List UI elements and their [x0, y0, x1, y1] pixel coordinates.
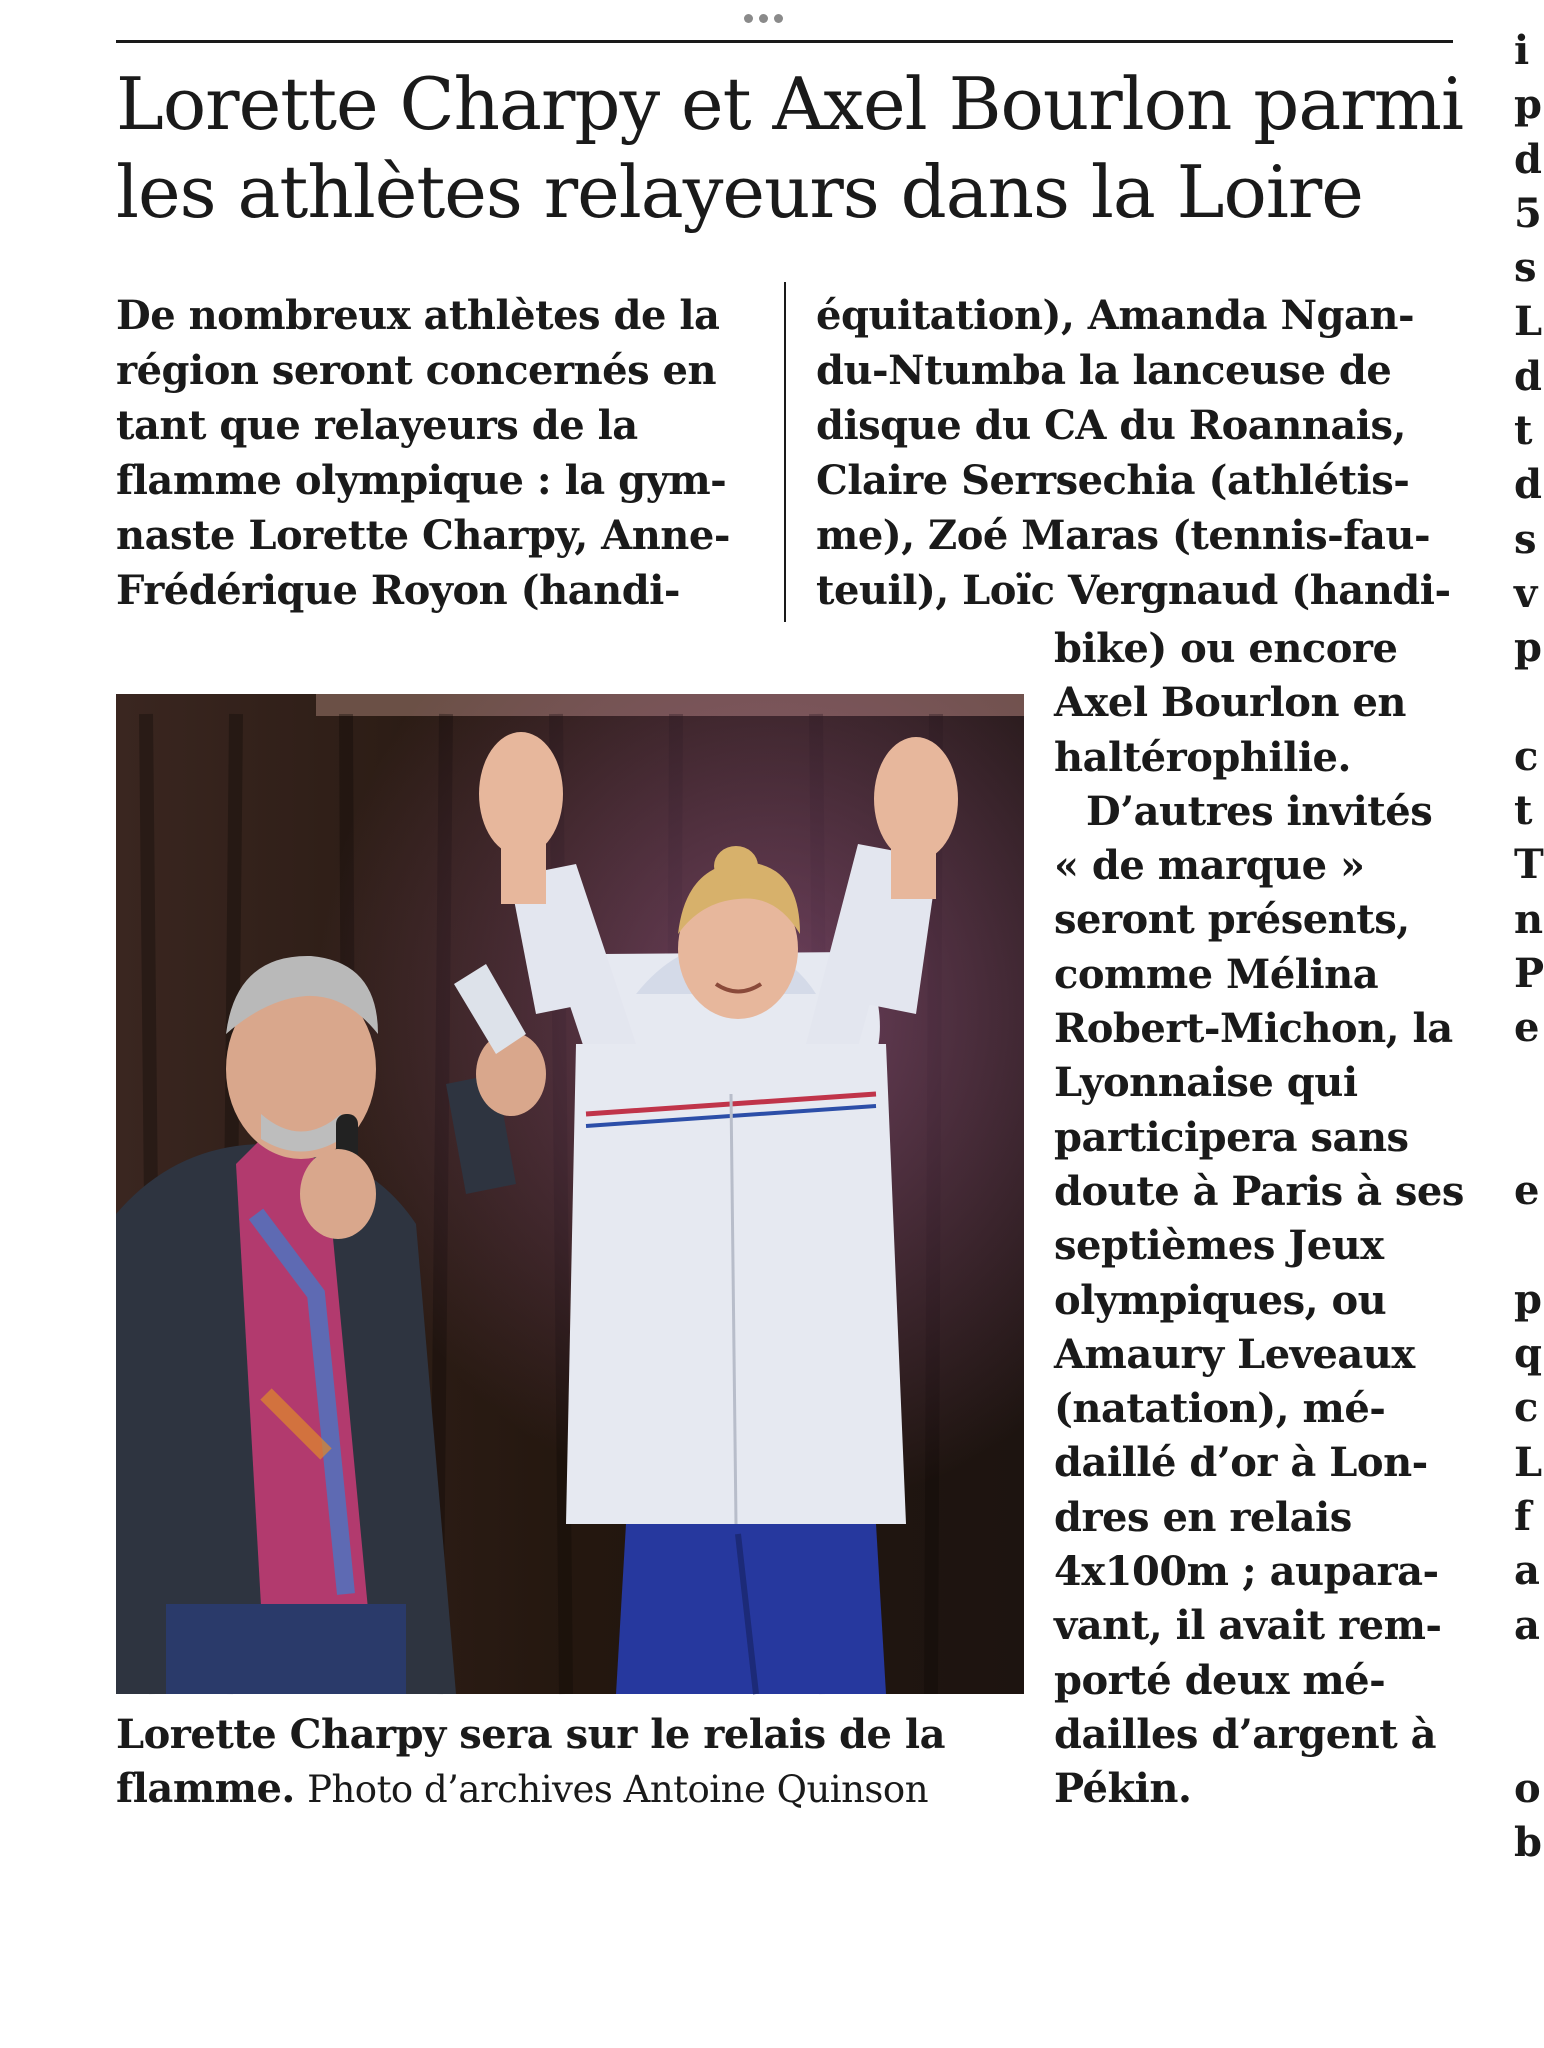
text-line: (natation), mé-	[1054, 1385, 1386, 1433]
text-line: seront présents,	[1054, 896, 1410, 944]
text-line: me), Zoé Maras (tennis-fau-	[816, 512, 1431, 559]
fragment-line: p	[1514, 1275, 1542, 1323]
text-line: région seront concernés en	[116, 347, 717, 394]
article-body-column	[1054, 622, 1464, 1817]
fragment-line: b	[1514, 1818, 1542, 1866]
text-line: 4x100m ; aupara-	[1054, 1548, 1439, 1596]
fragment-line: n	[1514, 895, 1544, 943]
fragment-line: t	[1514, 407, 1533, 455]
text-line: olympiques, ou	[1054, 1276, 1387, 1324]
text-line: disque du CA du Roannais,	[816, 402, 1406, 449]
caption-line	[116, 1708, 1036, 1762]
fragment-line: t	[1514, 787, 1533, 835]
fragment-line: c	[1514, 732, 1539, 780]
headline-line: Lorette Charpy et Axel Bourlon parmi	[116, 62, 1463, 146]
text-line: Lyonnaise qui	[1054, 1059, 1358, 1107]
fragment-line	[1514, 1653, 1536, 1707]
fragment-line	[1514, 676, 1536, 730]
text-line: flamme olympique : la gym-	[116, 457, 727, 504]
caption-line	[116, 1762, 1036, 1817]
text-line: dailles d’argent à	[1054, 1710, 1437, 1758]
fragment-line: L	[1514, 1438, 1543, 1486]
text-line: septièmes Jeux	[1054, 1222, 1384, 1270]
text-line: porté deux mé-	[1054, 1656, 1386, 1704]
fragment-line: a	[1514, 1601, 1540, 1649]
caption-bold: flamme.	[116, 1765, 295, 1812]
top-rule	[116, 40, 1453, 43]
fragment-line: P	[1514, 950, 1544, 998]
fragment-line: d	[1514, 135, 1542, 183]
text-line: Axel Bourlon en	[1054, 679, 1407, 727]
text-line: dres en relais	[1054, 1493, 1352, 1541]
fragment-line: o	[1514, 1764, 1541, 1812]
headline-line: les athlètes relayeurs dans la Loire	[116, 150, 1363, 234]
text-line: D’autres invités	[1086, 787, 1433, 835]
article-headline	[116, 60, 1463, 236]
text-line: équitation), Amanda Ngan-	[816, 292, 1415, 339]
text-line: naste Lorette Charpy, Anne-	[116, 512, 730, 559]
text-line: Amaury Leveaux	[1054, 1330, 1415, 1378]
photo-credit: Photo d’archives Antoine Quinson	[307, 1768, 929, 1811]
text-line: daillé d’or à Lon-	[1054, 1439, 1428, 1487]
fragment-line: e	[1514, 1167, 1540, 1215]
fragment-line: a	[1514, 1547, 1540, 1595]
text-line: Claire Serrsechia (athlétis-	[816, 457, 1410, 504]
fragment-line	[1514, 1056, 1536, 1110]
text-line: De nombreux athlètes de la	[116, 292, 720, 339]
fragment-line: i	[1514, 27, 1530, 74]
text-line: Pékin.	[1054, 1765, 1192, 1813]
dot	[774, 14, 783, 23]
caption-bold: Lorette Charpy sera sur le relais de la	[116, 1711, 945, 1758]
article-photo[interactable]	[116, 694, 1024, 1694]
text-line: bike) ou encore	[1054, 625, 1398, 672]
text-line: tant que relayeurs de la	[116, 402, 638, 449]
fragment-line: p	[1514, 624, 1542, 672]
text-line: Robert-Michon, la	[1054, 1005, 1453, 1053]
fragment-line: T	[1514, 841, 1544, 889]
text-line: vant, il avait rem-	[1054, 1602, 1442, 1650]
photo-illustration	[116, 694, 1024, 1694]
fragment-line: 5	[1514, 189, 1542, 237]
text-line: haltérophilie.	[1054, 733, 1351, 781]
fragment-line	[1514, 1110, 1536, 1164]
fragment-line: s	[1514, 515, 1537, 563]
fragment-line: p	[1514, 81, 1542, 129]
fragment-line: s	[1514, 244, 1537, 292]
text-line: « de marque »	[1054, 842, 1365, 890]
dot	[744, 14, 753, 23]
lead-paragraph-right	[816, 288, 1456, 618]
fragment-line: f	[1514, 1493, 1532, 1541]
lead-paragraph-left	[116, 288, 736, 618]
fragment-line: v	[1514, 569, 1538, 617]
fragment-line: e	[1514, 1004, 1540, 1052]
text-line: comme Mélina	[1054, 950, 1379, 998]
adjacent-article-fragment	[1514, 24, 1544, 1870]
text-line: Frédérique Royon (handi-	[116, 567, 680, 614]
text-line: doute à Paris à ses	[1054, 1167, 1464, 1215]
fragment-line	[1514, 1707, 1536, 1761]
dot	[759, 14, 768, 23]
fragment-line: c	[1514, 1384, 1539, 1432]
more-options-icon[interactable]	[744, 14, 783, 23]
column-separator	[784, 282, 786, 622]
text-line: teuil), Loïc Vergnaud (handi-	[816, 567, 1451, 614]
text-line: du-Ntumba la lanceuse de	[816, 347, 1392, 394]
fragment-line: d	[1514, 461, 1542, 509]
text-line: participera sans	[1054, 1113, 1409, 1161]
fragment-line: q	[1514, 1330, 1542, 1378]
fragment-line	[1514, 1219, 1536, 1273]
fragment-line: d	[1514, 352, 1542, 400]
fragment-line: L	[1514, 298, 1543, 346]
photo-caption	[116, 1708, 1036, 1817]
